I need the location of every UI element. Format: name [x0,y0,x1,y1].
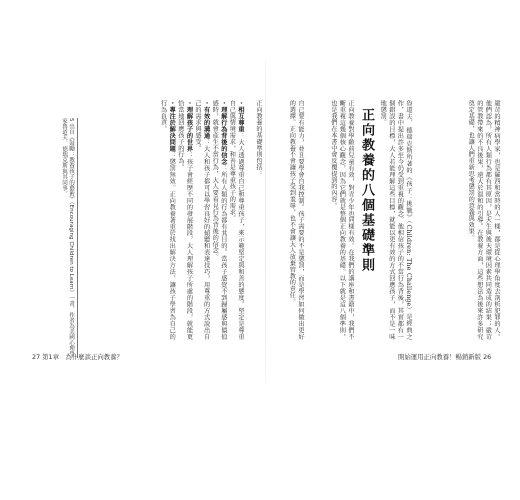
bullet-body: 懲罰無效。正向教養著重於找出解決方法，讓孩子學習為自己的行為負責。 [159,100,176,341]
right-text-block-3 [308,100,354,340]
right-text-block-2 [379,100,412,340]
bullet-body: 所有人類的行為都有其目的。當孩子感覺不到歸屬感與價值感時，就會產生不當行為，大人要看見行為背後的信念。 [211,100,227,341]
list-item: ・理解行為背後的信念：所有人類的行為都有其目的。當孩子感覺不到歸屬感與價值感時，就會產生不當行為，大人要看見行為背後的信念。 [211,100,227,341]
bullet-head: 相互尊重 [237,106,244,133]
bullet-head: 有效的溝通 [202,106,210,139]
right-page [272,60,504,382]
bullet-body: 大人和孩子都可以學習良好的傾聽和表達技巧，用尊重的方式說出自己的需求與感受。 [194,100,210,341]
bullet-head: 理解孩子的世界 [185,106,193,152]
paragraph: 正向教養對學齡前兒童有效，對青少年也同樣有效。在我們的講座和書籍中，我們不斷重複這幾個核心觀念，因為它們就是整個正向教養的基礎。以下就是這八個準則，也是我們在本書中會反覆提到的內容。 [329,100,354,340]
left-page [32,60,264,382]
list-item: ・有效的溝通：大人和孩子都可以學習良好的傾聽和表達技巧，用尊重的方式說出自己的需求與感受。 [194,100,210,341]
list-item: ・相互尊重：大人透過尊重自己和尊重孩子，來示範堅定與和善的態度。堅定是尊重自己與情境需求，和善是尊重孩子的需求。 [228,100,244,340]
list-item: ・理解孩子的世界：孩子會經歷不同的發展階段，大人理解孩子所處的階段，就能更恰當地回應孩子的行為。 [176,100,193,341]
right-text-block-4 [274,100,304,340]
left-bullet-list [84,100,244,340]
paragraph: 自己要有能力，並且要學會自我控制。孩子需要的不是懲罰，而是學習如何做出更好的選擇。正向教養不會讓孩子受到羞辱，也不會讓大人放棄管教的責任。 [288,100,304,340]
list-item: ・專注於解決問題：懲罰無效。正向教養著重於找出解決方法，讓孩子學習為自己的行為負責。 [159,100,176,341]
book-spread [10,60,510,382]
section-title: 正向教養的八個基礎準則 [359,108,374,273]
paragraph: 魯道夫．德瑞克斯所著的《孩子：挑戰》（Children: The Challenge）是經典之作，書中提出許多至今仍受到重視的觀念。他相信孩子的不當行為背後，其實都有一個錯誤的目標，大人若能理解這些目標，就能以更有效的方式回應孩子，而不是一味地懲罰。 [379,100,412,340]
right-text-block-1 [416,100,500,340]
intro-text: 正向教養的基礎準則包括： [255,100,262,177]
left-page-number: 27 第1章 為什麼談正向教養？ [32,353,123,361]
bullet-body: 大人透過尊重自己和尊重孩子，來示範堅定與和善的態度。堅定是尊重自己與情境需求，和善是尊重孩子的需求。 [228,100,244,340]
bullet-body: 孩子會經歷不同的發展階段，大人理解孩子所處的階段，就能更恰當地回應孩子的行為。 [176,100,193,341]
footnote: 5 出自《鼓勵：教養孩子的藝術》（Encouraging Children to Learn）一書，作者為美國心理學家魯道夫．德瑞克斯與其同事。 [60,118,78,358]
book-gutter [265,60,266,382]
bullet-head: 理解行為背後的信念 [219,106,227,165]
bullet-head: 專注於解決問題 [168,106,176,152]
right-page-number: 開始運用正向教養！暢銷新版 26 [398,353,492,361]
paragraph: 嚴苛的精神病學家，也是羅西和當時的人一樣，都是從心理學角度去剖析犯罪的人。他們認為，所有人類行為都有其原因，是天生與後天環境因素共同造成的結果；嚴苛的管教帶來的不良後果，遠大於溫和的引導。在教養方面，這些想法為後來許多研究奠定基礎，也讓人們重新思考懲罰的意義與效果。 [467,100,500,340]
left-intro [248,100,262,340]
